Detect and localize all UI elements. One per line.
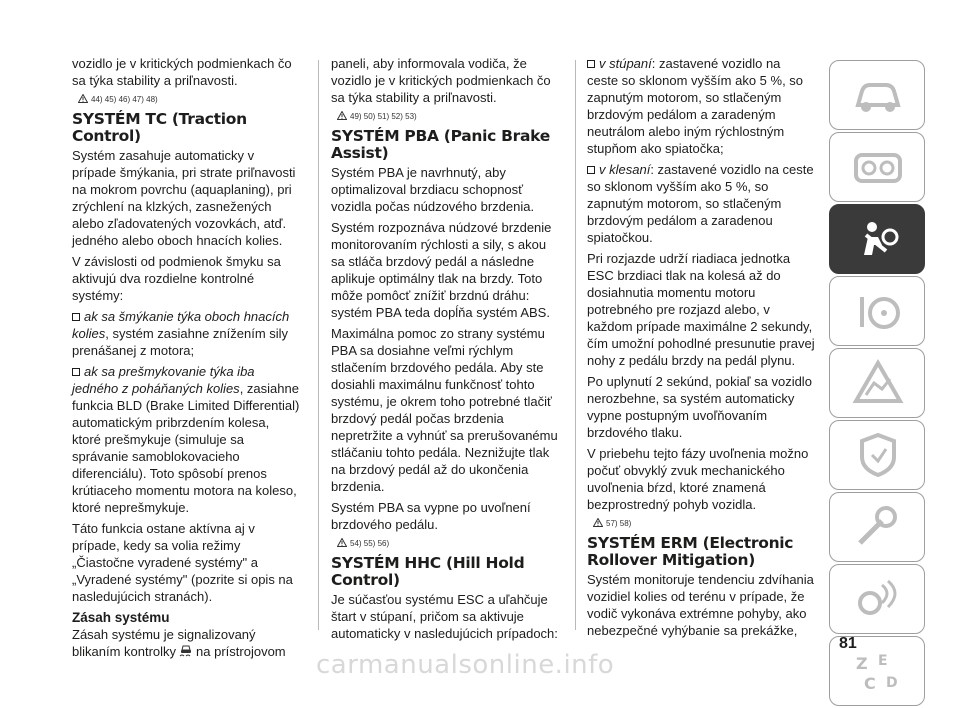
bullet-emphasis: ak sa šmýkanie týka oboch hnacích kolies — [72, 309, 290, 341]
bullet-text: : zastavené vozidlo na ceste so sklonom vyšším ako 5 %, so zapnutým motorom, so stlačeným brzdovým pedálom a zaradeným neutrálom alebo iným rýchlostným stupňom ako spiatočka; — [587, 56, 804, 156]
starting-driving-icon — [852, 287, 904, 335]
section-heading-pba: SYSTÉM PBA (Panic Brake Assist) — [331, 127, 550, 162]
bullet-text: , systém zasiahne znížením sily prenášanej z motora; — [72, 326, 289, 358]
paragraph-text: na prístrojovom — [196, 644, 286, 659]
paragraph: Systém PBA je navrhnutý, aby optimalizoval brzdiacu schopnosť vozidla počas núdzového brzdenia. — [331, 165, 535, 214]
svg-text:Z: Z — [856, 654, 868, 673]
reference-numbers: 49) 50) 51) 52) 53) — [350, 112, 417, 121]
paragraph — [72, 626, 300, 660]
paragraph: Táto funkcia ostane aktívna aj v prípade, kedy sa volia režimy „Čiastočne vyradené systémy" a „Vyradené systémy" (pozrite si opis na nasledujúcich stranách). — [72, 521, 293, 604]
warning-triangle-icon — [593, 518, 603, 527]
warning-icon — [852, 359, 904, 407]
technical-data-icon — [852, 647, 904, 695]
paragraph: Maximálna pomoc zo strany systému PBA sa dosiahne veľmi rýchlym stlačením brzdového pedála. Aby ste dosiahli maximálnu funkčnosť tohto systému, je okrem toho potrebné tlačiť brzdový pedál počas brzdenia nepretržite a vyhnúť sa prerušovanému stláčaniu tohto pedála. Neznižujte tlak na brzdový pedál až do ukončenia brzdenia. — [331, 326, 558, 494]
bullet-emphasis: v klesaní — [599, 162, 651, 177]
paragraph: paneli, aby informovala vodiča, že vozidlo je v kritických podmienkach čo sa týka stability a priľnavosti. — [331, 56, 551, 105]
warning-triangle-icon — [337, 538, 347, 547]
maintenance-icon — [852, 503, 904, 551]
bullet-square-icon — [587, 166, 595, 174]
car-overview-icon — [852, 71, 904, 119]
paragraph: V priebehu tejto fázy uvoľnenia možno počuť obvyklý zvuk mechanického uvoľnenia bŕzd, ktoré znamená bezprostredný pohyb vozidla. — [587, 446, 809, 512]
multimedia-icon — [852, 575, 904, 623]
section-heading-erm: SYSTÉM ERM (Electronic Rollover Mitigation) — [587, 534, 794, 569]
reference-numbers: 54) 55) 56) — [350, 539, 390, 548]
paragraph: Systém rozpoznáva núdzové brzdenie monitorovaním rýchlosti a sily, s akou sa stláča brzdový pedál a následne aplikuje optimálny tlak na brzdy. Toto môže pomôcť znížiť brzdnú dráhu: systém PBA teda dopĺňa systém ABS. — [331, 220, 552, 320]
section-heading-hhc: SYSTÉM HHC (Hill Hold Control) — [331, 554, 525, 589]
section-heading-tc: SYSTÉM TC (Traction Control) — [72, 110, 247, 145]
bullet-emphasis: ak sa prešmykovanie týka iba jedného z poháňaných kolies — [72, 364, 255, 396]
tab-starting-driving[interactable] — [829, 276, 925, 346]
safety-icon — [852, 215, 904, 263]
page-number: 81 — [839, 635, 857, 652]
svg-text:D: D — [886, 675, 898, 691]
paragraph: vozidlo je v kritických podmienkach čo sa týka stability a priľnavosti. — [72, 56, 292, 88]
chapter-tabs — [829, 60, 927, 708]
column-separator — [318, 60, 319, 630]
watermark: carmanualsonline.info — [316, 650, 615, 680]
paragraph: Systém zasahuje automaticky v prípade šmýkania, pri strate priľnavosti na mokrom povrchu (aquaplaning), pri zrýchlení na klzkých, zasnežených alebo zľadovatených vozovkách, atď. jedného alebo oboch hnacích kolies. — [72, 148, 296, 248]
bullet-item — [587, 161, 815, 246]
warning-triangle-icon — [337, 111, 347, 120]
bullet-square-icon — [72, 368, 80, 376]
paragraph: Je súčasťou systému ESC a uľahčuje štart v stúpaní, pričom sa aktivuje automaticky v nasledujúcich prípadoch: — [331, 592, 558, 641]
bullet-text: : zastavené vozidlo na ceste so sklonom vyšším ako 5 %, so zapnutým motorom, so stlačeným brzdovým pedálom a zaradenou spiatočkou. — [587, 162, 814, 245]
subsection-heading: Zásah systému — [72, 610, 170, 625]
text-column-2 — [331, 55, 559, 646]
text-column-1 — [72, 55, 300, 664]
bullet-item — [587, 55, 815, 157]
warning-references — [78, 93, 300, 107]
tab-dashboard[interactable] — [829, 132, 925, 202]
tab-warning[interactable] — [829, 348, 925, 418]
paragraph: Pri rozjazde udrží riadiaca jednotka ESC brzdiaci tlak na kolesá až do dosiahnutia momentu motoru potrebného pre rozjazd alebo, v každom prípade maximálne 2 sekundy, čím umožní pohodlné presunutie pravej nohy z pedálu brzdy na pedál plynu. — [587, 251, 815, 368]
warning-references — [337, 110, 559, 124]
paragraph: Systém PBA sa vypne po uvoľnení brzdového pedálu. — [331, 500, 531, 532]
warning-triangle-icon — [78, 94, 88, 103]
warning-references — [337, 537, 559, 551]
paragraph: Systém monitoruje tendenciu zdvíhania vozidiel kolies od terénu v prípade, že vodič vykonáva extrémne pohyby, ako nebezpečné vyhýbanie sa prekážke, — [587, 572, 814, 638]
bullet-item — [72, 363, 300, 516]
tab-maintenance[interactable] — [829, 492, 925, 562]
bullet-square-icon — [587, 60, 595, 68]
text-column-3 — [587, 55, 815, 643]
tab-multimedia[interactable] — [829, 564, 925, 634]
paragraph: Po uplynutí 2 sekúnd, pokiaľ sa vozidlo nerozbehne, sa systém automaticky vypne postupným uvoľňovaním brzdového tlaku. — [587, 374, 812, 440]
tab-emergency[interactable] — [829, 420, 925, 490]
svg-text:C: C — [864, 674, 876, 693]
svg-text:E: E — [878, 653, 888, 669]
tab-car-overview[interactable] — [829, 60, 925, 130]
warning-references — [593, 517, 815, 531]
tab-safety[interactable] — [829, 204, 925, 274]
reference-numbers: 44) 45) 46) 47) 48) — [91, 95, 158, 104]
traction-control-warning-icon — [179, 645, 193, 658]
paragraph: V závislosti od podmienok šmyku sa aktivujú dva rozdielne kontrolné systémy: — [72, 254, 281, 303]
paragraph-text: Zásah systému je signalizovaný blikaním kontrolky — [72, 627, 256, 659]
emergency-icon — [852, 431, 904, 479]
bullet-text: , zasiahne funkcia BLD (Brake Limited Differential) automatickým pribrzdením kolesa, ktoré prešmykuje (simuluje sa správanie samoblokovacieho diferenciálu). Toto spôsobí prenos krútiaceho momentu motora na koleso, ktoré neprešmykuje. — [72, 381, 300, 515]
dashboard-icon — [852, 143, 904, 191]
bullet-emphasis: v stúpaní — [599, 56, 652, 71]
bullet-square-icon — [72, 313, 80, 321]
bullet-item — [72, 308, 300, 359]
column-separator — [575, 60, 576, 630]
reference-numbers: 57) 58) — [606, 519, 632, 528]
